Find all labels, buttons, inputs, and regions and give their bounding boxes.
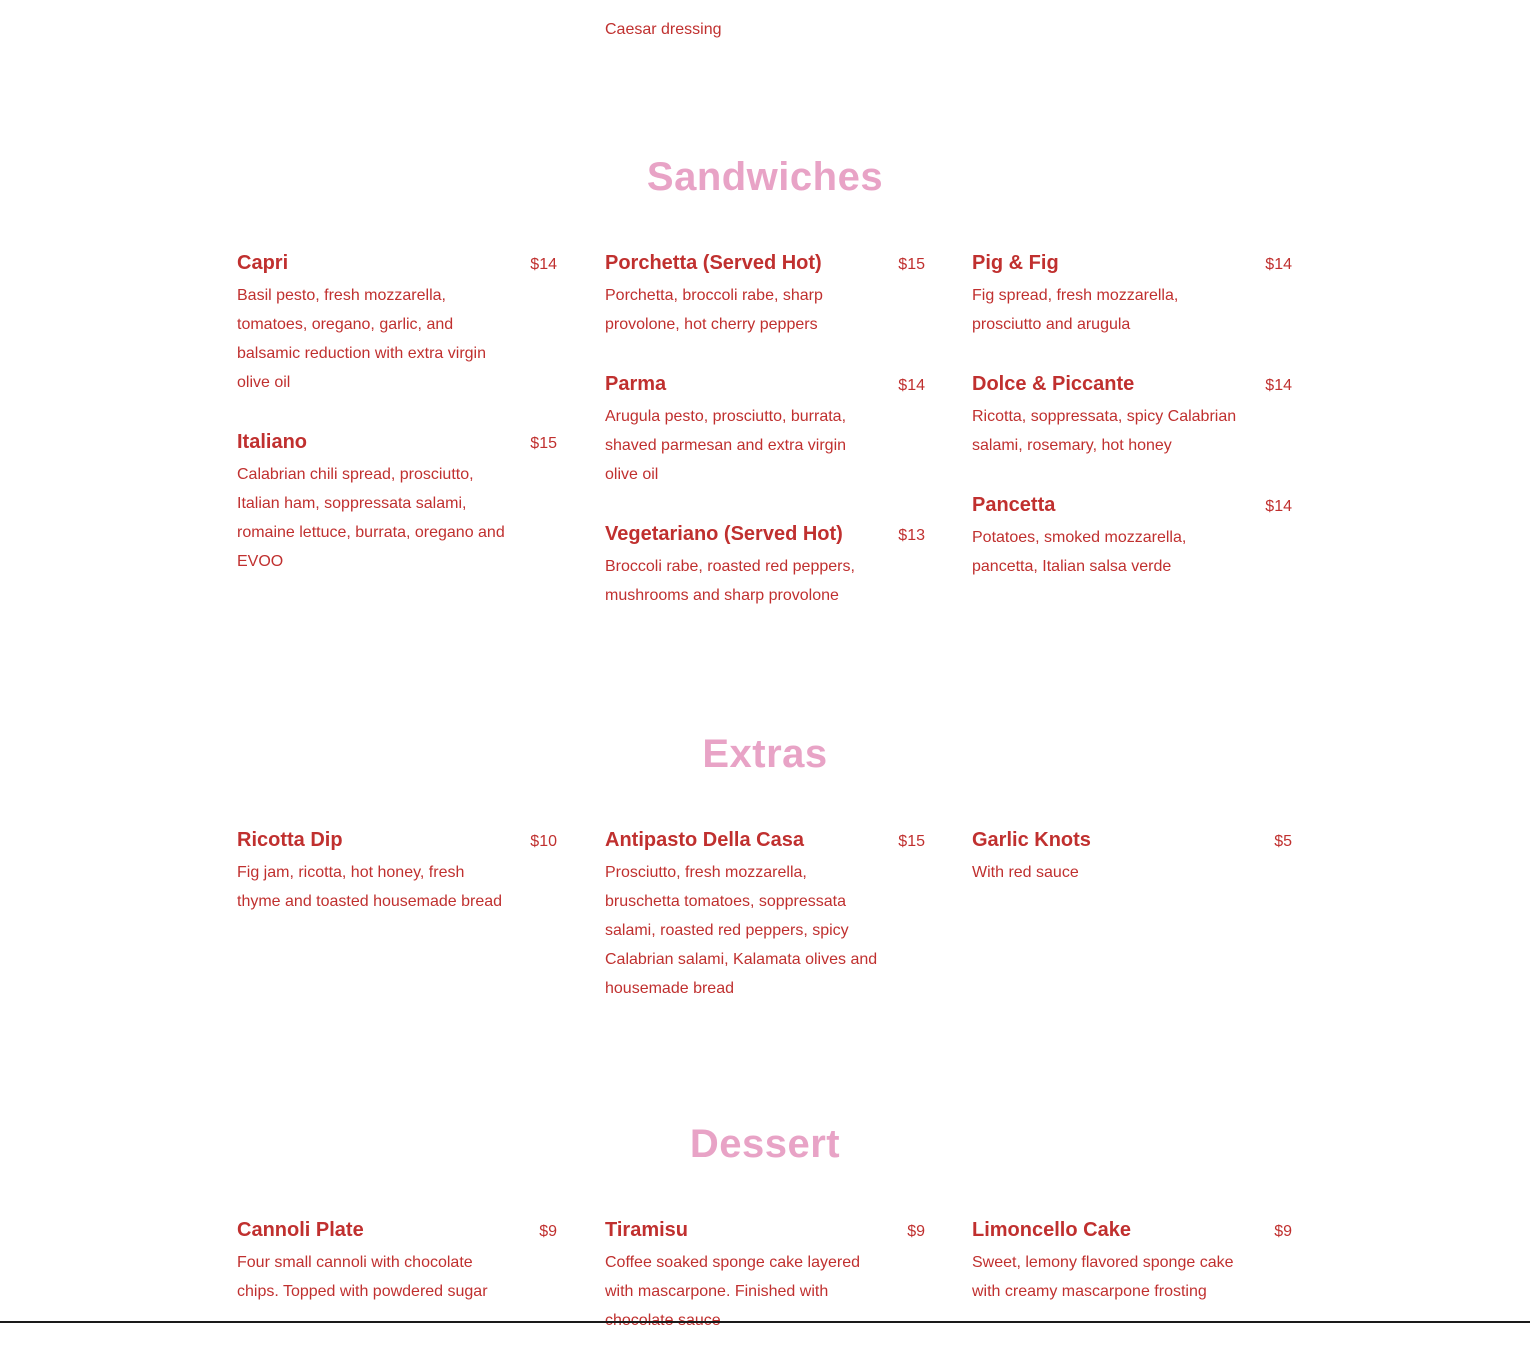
previous-item-description-fragment <box>605 0 905 44</box>
menu-column-2 <box>605 250 925 642</box>
section-title: Sandwiches <box>646 155 884 199</box>
item-name: Porchetta (Served Hot) <box>605 252 822 274</box>
item-name: Cannoli Plate <box>237 1219 364 1241</box>
item-price: $10 <box>530 833 557 850</box>
item-price: $9 <box>1274 1223 1292 1240</box>
item-price: $13 <box>898 527 925 544</box>
item-header <box>972 827 1292 857</box>
item-header <box>972 1217 1292 1247</box>
item-name: Italiano <box>237 431 308 453</box>
item-name: Parma <box>605 373 667 395</box>
item-description: Porchetta, broccoli rabe, sharp provolone, hot cherry peppers <box>605 287 823 333</box>
section-title: Extras <box>702 732 828 776</box>
menu-item <box>972 492 1292 581</box>
item-description: Sweet, lemony flavored sponge cake with creamy mascarpone frosting <box>972 1254 1234 1300</box>
menu-item <box>972 371 1292 460</box>
item-name: Vegetariano (Served Hot) <box>605 523 843 545</box>
item-description: Basil pesto, fresh mozzarella, tomatoes, oregano, garlic, and balsamic reduction with extra virgin olive oil <box>237 287 486 391</box>
item-price: $14 <box>1265 256 1292 273</box>
item-description: Four small cannoli with chocolate chips. Topped with powdered sugar <box>237 1254 488 1300</box>
item-description: Potatoes, smoked mozzarella, pancetta, Italian salsa verde <box>972 529 1187 575</box>
menu-column-3 <box>972 250 1292 613</box>
item-description: Coffee soaked sponge cake layered with mascarpone. Finished with <box>605 1254 860 1300</box>
item-description: Arugula pesto, prosciutto, burrata, shaved parmesan and extra virgin olive oil <box>605 408 847 483</box>
item-price: $15 <box>530 435 557 452</box>
item-price: $15 <box>898 256 925 273</box>
menu-item <box>605 1217 925 1335</box>
item-name: Pancetta <box>972 494 1056 516</box>
item-header <box>605 250 925 280</box>
menu-item <box>972 250 1292 339</box>
item-name: Tiramisu <box>605 1219 688 1241</box>
item-header <box>605 521 925 551</box>
item-price: $14 <box>1265 498 1292 515</box>
menu-item <box>237 827 557 916</box>
item-price: $14 <box>1265 377 1292 394</box>
menu-item <box>605 371 925 489</box>
menu-item <box>237 1217 557 1306</box>
item-header <box>237 827 557 857</box>
item-description: Broccoli rabe, roasted red peppers, mushrooms and sharp provolone <box>605 558 855 604</box>
item-description: With red sauce <box>972 864 1079 881</box>
item-header <box>972 371 1292 401</box>
menu-column-1 <box>237 827 557 948</box>
item-description: Ricotta, soppressata, spicy Calabrian salami, rosemary, hot honey <box>972 408 1237 454</box>
item-header <box>237 429 557 459</box>
item-name: Dolce & Piccante <box>972 373 1135 395</box>
section-title: Dessert <box>689 1122 841 1166</box>
item-description: Caesar dressing <box>605 21 722 38</box>
item-name: Capri <box>237 252 289 274</box>
menu-item <box>972 827 1292 887</box>
item-header <box>237 1217 557 1247</box>
item-price: $15 <box>898 833 925 850</box>
item-description: Prosciutto, fresh mozzarella, bruschetta tomatoes, soppressata salami, roasted red peppers, spicy Calabrian salami, Kalamata olives and housemade bread <box>605 864 878 997</box>
menu-item <box>237 250 557 397</box>
menu-column-1 <box>237 250 557 608</box>
item-description: Fig jam, ricotta, hot honey, fresh thyme and toasted housemade bread <box>237 864 503 910</box>
item-price: $14 <box>898 377 925 394</box>
item-name: Antipasto Della Casa <box>605 829 804 851</box>
item-header <box>605 827 925 857</box>
item-price: $5 <box>1274 833 1292 850</box>
menu-item <box>972 1217 1292 1306</box>
item-name: Pig & Fig <box>972 252 1059 274</box>
menu-item <box>605 250 925 339</box>
item-header <box>972 250 1292 280</box>
item-price: $9 <box>539 1223 557 1240</box>
item-price: $9 <box>907 1223 925 1240</box>
menu-column-3 <box>972 827 1292 919</box>
menu-column-2 <box>605 827 925 1035</box>
item-name: Limoncello Cake <box>972 1219 1131 1241</box>
menu-column-3 <box>972 1217 1292 1338</box>
item-description: Fig spread, fresh mozzarella, prosciutto and arugula <box>972 287 1179 333</box>
item-header <box>605 371 925 401</box>
menu-item <box>605 521 925 610</box>
item-price: $14 <box>530 256 557 273</box>
item-description: Calabrian chili spread, prosciutto, Italian ham, soppressata salami, romaine lettuce, burrata, oregano and EVOO <box>237 466 505 570</box>
item-header <box>605 1217 925 1247</box>
item-header <box>972 492 1292 522</box>
menu-item <box>605 827 925 1003</box>
item-name: Ricotta Dip <box>237 829 343 851</box>
menu-item <box>237 429 557 576</box>
item-name: Garlic Knots <box>972 829 1091 851</box>
clipped-line <box>605 0 905 15</box>
menu-column-1 <box>237 1217 557 1338</box>
menu-column-2 <box>605 1217 925 1367</box>
item-header <box>237 250 557 280</box>
